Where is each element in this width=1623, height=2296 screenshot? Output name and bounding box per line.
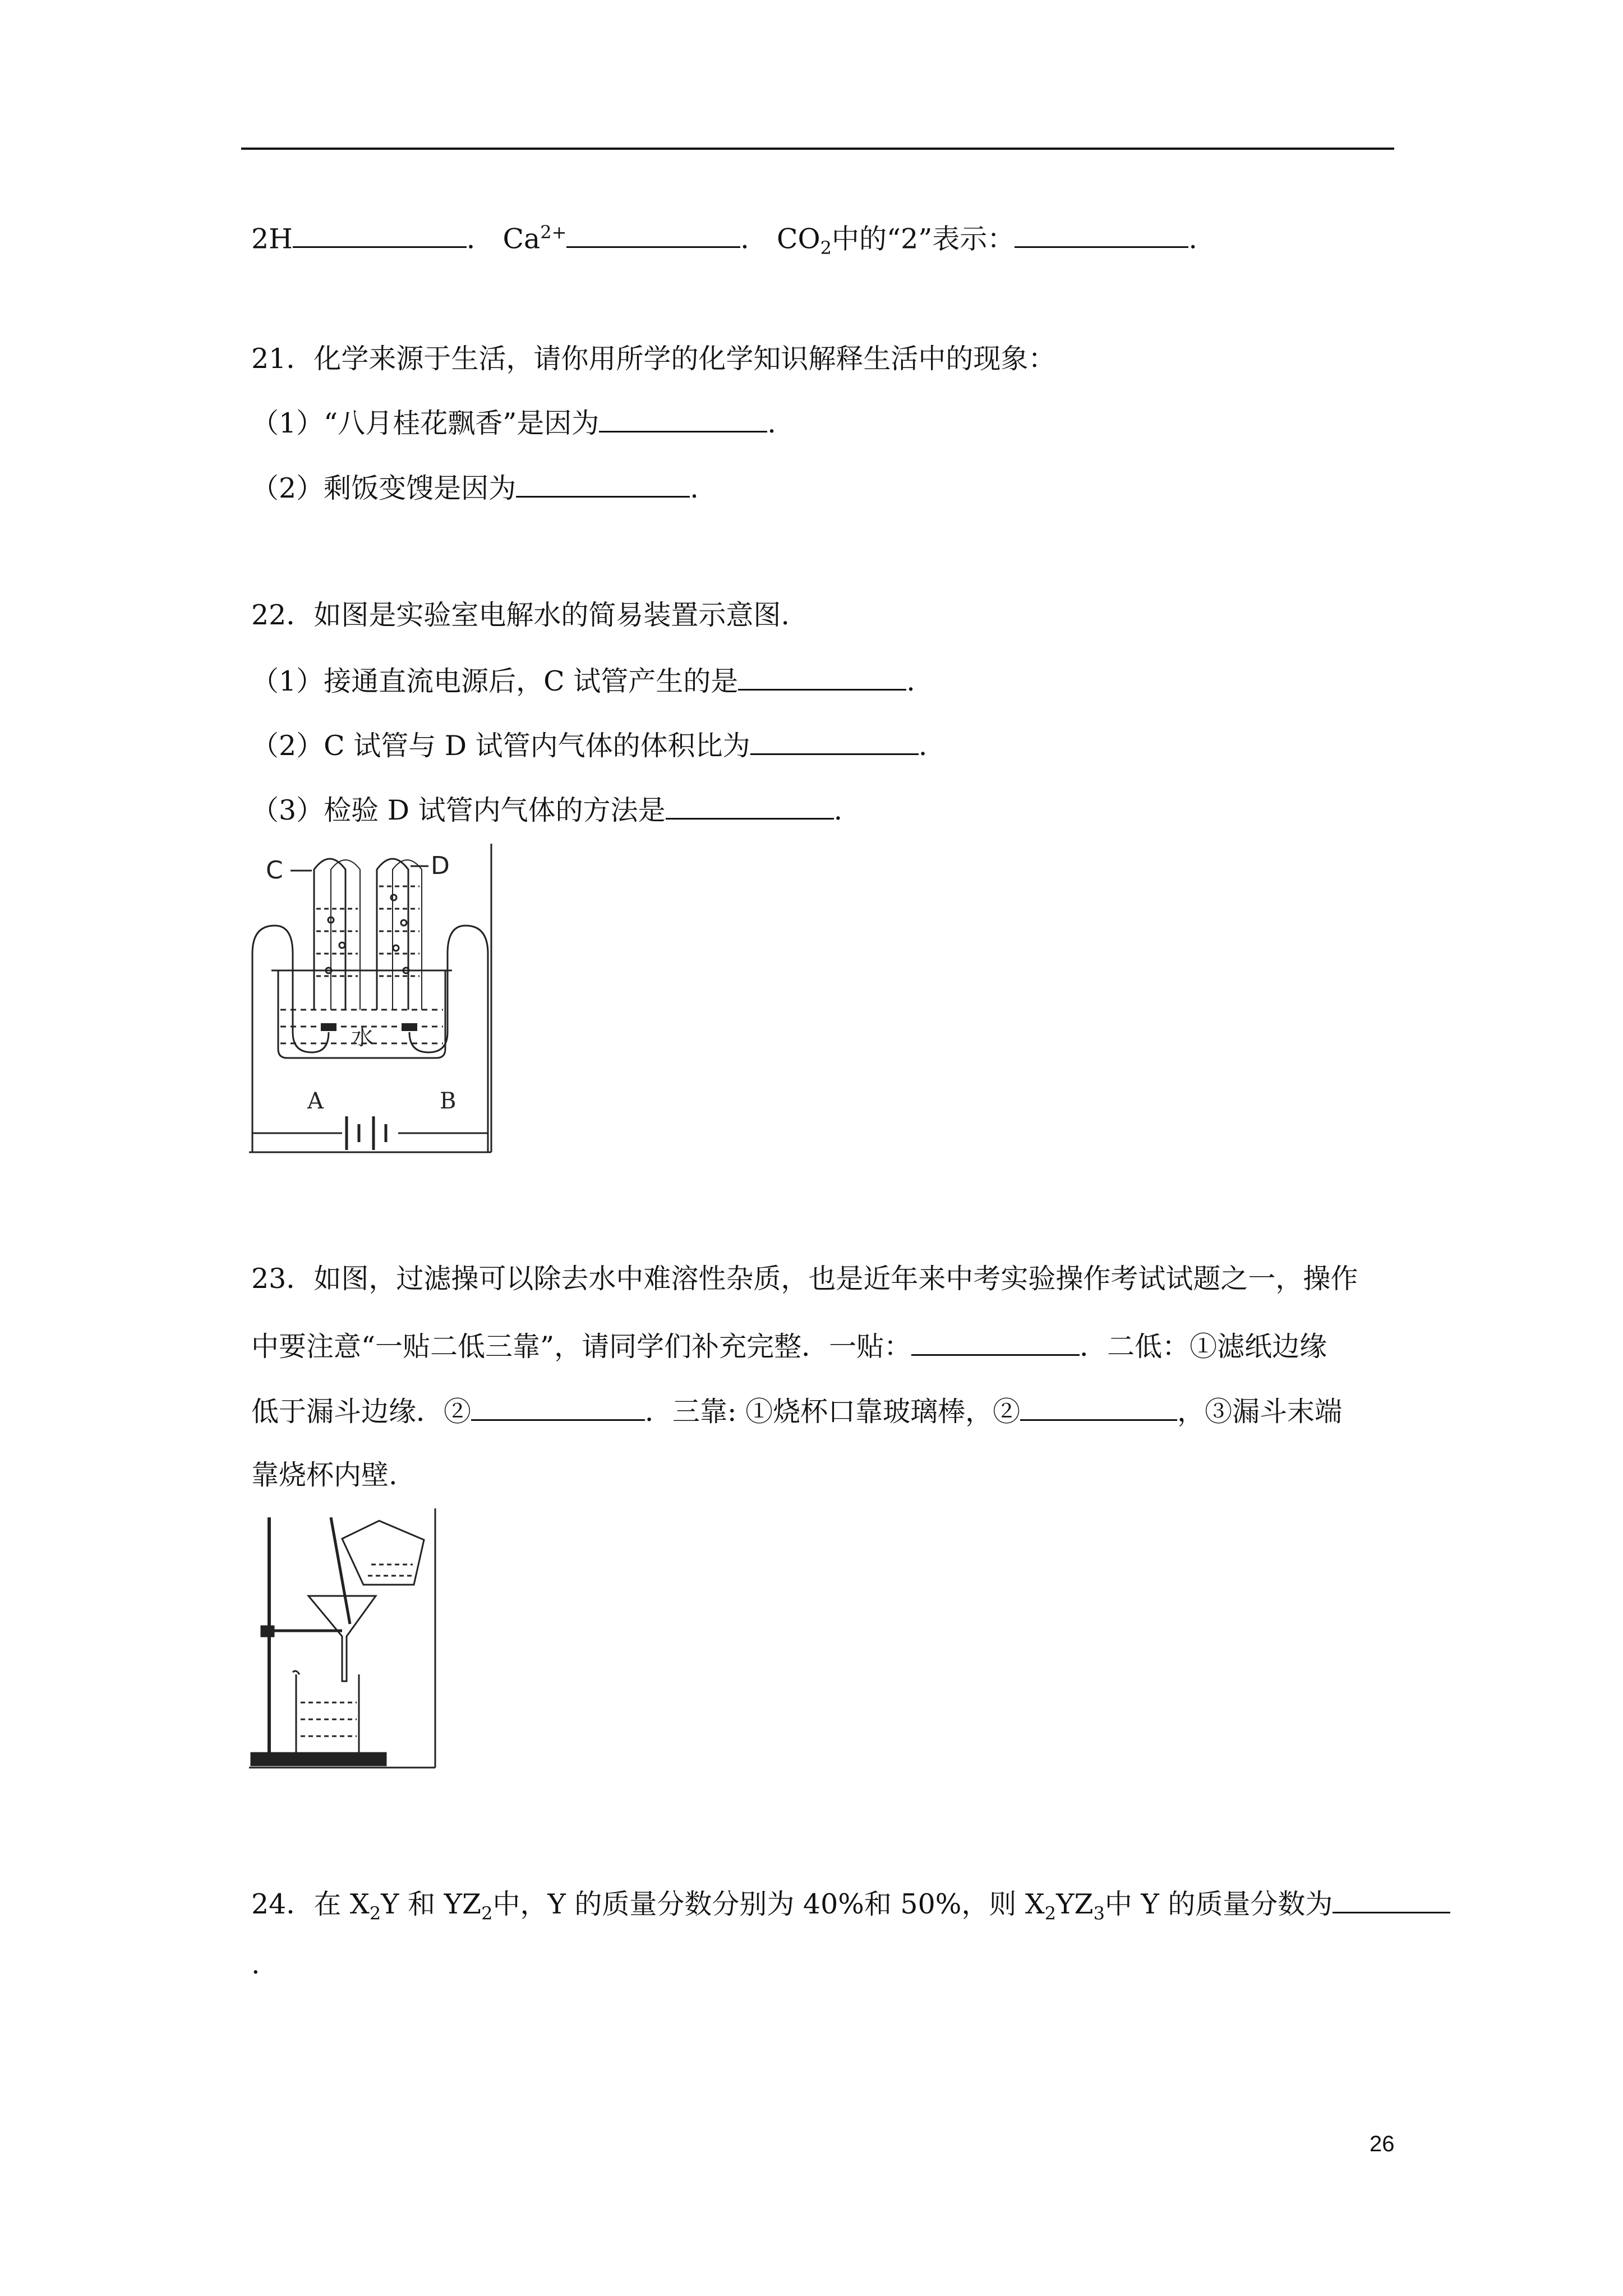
q24-text-mid1: Y 和 YZ bbox=[381, 1888, 482, 1920]
filtration-apparatus-figure bbox=[247, 1506, 437, 1770]
q24-line bbox=[251, 1885, 1450, 1931]
electrolysis-apparatus-figure bbox=[247, 841, 494, 1156]
q20-blank-1[interactable] bbox=[293, 219, 467, 248]
q23-line3-text-a: 低于漏斗边缘．② bbox=[251, 1396, 472, 1428]
q20-blank-3[interactable] bbox=[1015, 219, 1188, 248]
header-rule bbox=[241, 148, 1394, 150]
q20-item-co2: CO bbox=[777, 223, 820, 255]
q20-ca-charge: 2+ bbox=[540, 222, 567, 243]
q22-blank-1[interactable] bbox=[738, 662, 906, 691]
q21-part1-text: （1）“八月桂花飘香”是因为 bbox=[251, 407, 600, 439]
q20-sep: ． bbox=[466, 223, 494, 255]
q23-line2-text-a: 中要注意“一贴二低三靠”，请同学们补充完整．一贴： bbox=[251, 1331, 912, 1363]
q20-sep: ． bbox=[740, 223, 768, 255]
q23-blank-2[interactable] bbox=[471, 1392, 645, 1421]
q24-sub: 2 bbox=[369, 1902, 381, 1924]
q24-text-mid2: 中，Y 的质量分数分别为 40%和 50%，则 X bbox=[492, 1888, 1045, 1920]
q22-part1-text: （1）接通直流电源后，C 试管产生的是 bbox=[251, 665, 739, 697]
q21-part2 bbox=[251, 469, 699, 507]
q23-line-1: 23．如图，过滤操可以除去水中难溶性杂质，也是近年来中考实验操作考试试题之一，操作 bbox=[251, 1263, 1358, 1295]
q23-line-2 bbox=[251, 1327, 1327, 1365]
q21-blank-1[interactable] bbox=[599, 404, 767, 432]
q23-blank-1[interactable] bbox=[911, 1327, 1080, 1356]
q21-part1 bbox=[251, 404, 776, 441]
q22-blank-3[interactable] bbox=[666, 791, 834, 820]
q20-tail-line bbox=[251, 214, 1197, 266]
q24-sub: 2 bbox=[1044, 1902, 1057, 1924]
q24-text-mid3: YZ bbox=[1056, 1888, 1094, 1920]
q24-sub: 2 bbox=[481, 1902, 493, 1924]
page-number: 26 bbox=[1370, 2132, 1395, 2156]
label-d: D bbox=[431, 852, 450, 880]
q24-blank[interactable] bbox=[1332, 1885, 1450, 1913]
q22-end: . bbox=[833, 794, 843, 826]
q20-co2-subscript: 2 bbox=[820, 237, 832, 259]
q22-end: . bbox=[918, 730, 928, 762]
q20-end: . bbox=[1188, 223, 1197, 255]
q20-item-ca: Ca bbox=[502, 223, 541, 255]
q24-text-mid4: 中 Y 的质量分数为 bbox=[1104, 1888, 1333, 1920]
q20-item3-text: 中的“2”表示： bbox=[832, 223, 1015, 255]
q23-line-3 bbox=[251, 1392, 1342, 1430]
q23-line3-text-c: ，③漏斗末端 bbox=[1177, 1396, 1343, 1428]
q21-end: . bbox=[690, 472, 699, 504]
label-b: B bbox=[440, 1088, 457, 1114]
q22-part3 bbox=[251, 791, 842, 829]
label-water: 水 bbox=[351, 1024, 374, 1050]
q22-part2-text: （2）C 试管与 D 试管内气体的体积比为 bbox=[251, 730, 750, 762]
q23-line2-text-b: ．二低：①滤纸边缘 bbox=[1080, 1331, 1327, 1363]
q22-part1 bbox=[251, 662, 915, 700]
q23-line-4: 靠烧杯内壁. bbox=[251, 1459, 398, 1491]
q23-line3-text-b: ．三靠: ①烧杯口靠玻璃棒，② bbox=[645, 1396, 1021, 1428]
q22-blank-2[interactable] bbox=[750, 726, 919, 755]
q21-end: . bbox=[767, 407, 776, 439]
q22-stem: 22．如图是实验室电解水的简易装置示意图. bbox=[251, 599, 790, 631]
q21-stem: 21．化学来源于生活，请你用所学的化学知识解释生活中的现象： bbox=[251, 343, 1056, 375]
q22-part3-text: （3）检验 D 试管内气体的方法是 bbox=[251, 794, 666, 826]
electrode-c bbox=[321, 1023, 336, 1031]
q21-blank-2[interactable] bbox=[516, 469, 690, 498]
q24-text-prefix: 24．在 X bbox=[251, 1888, 370, 1920]
q22-end: . bbox=[906, 665, 915, 697]
q23-blank-3[interactable] bbox=[1020, 1392, 1177, 1421]
label-a: A bbox=[307, 1088, 324, 1114]
electrode-d bbox=[402, 1023, 417, 1031]
label-c: C bbox=[266, 856, 283, 885]
q21-part2-text: （2）剩饭变馊是因为 bbox=[251, 472, 517, 504]
q24-sub: 3 bbox=[1093, 1902, 1105, 1924]
q20-item-2h: 2H bbox=[251, 223, 293, 255]
q22-part2 bbox=[251, 726, 927, 764]
q20-blank-2[interactable] bbox=[566, 219, 740, 248]
q24-end: . bbox=[251, 1948, 260, 1980]
